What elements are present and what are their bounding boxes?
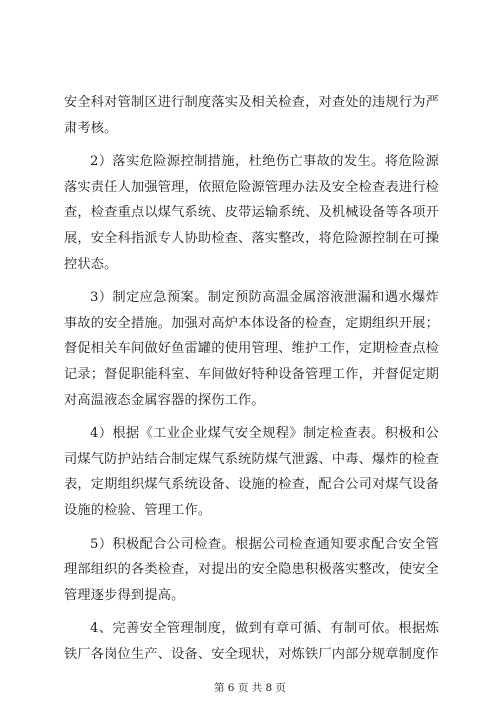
- paragraph-6: 4、完善安全管理制度，做到有章可循、有制可依。根据炼铁厂各岗位生产、设备、安全现状，对炼铁厂内部分规章制度作: [64, 621, 439, 662]
- page-number: 第 6 页 共 8 页: [213, 682, 287, 694]
- paragraph-3: 3）制定应急预案。制定预防高温金属溶液泄漏和遇水爆炸事故的安全措施。加强对高炉本体设备的检查，定期组织开展；督促相关车间做好鱼雷罐的使用管理、维护工作，定期检查点检记录；督促职能科室、车间做好特种设备管理工作，并督促定期对高温液态金属容器的探伤工作。: [64, 290, 439, 408]
- paragraph-1: 安全科对管制区进行制度落实及相关检查，对查处的违规行为严肃考核。: [64, 95, 439, 136]
- document-body: [64, 90, 439, 675]
- paragraph-4: 4）根据《工业企业煤气安全规程》制定检查表。积极和公司煤气防护站结合制定煤气系统防煤气泄露、中毒、爆炸的检查表，定期组织煤气系统设备、设施的检查，配合公司对煤气设备设施的检验、管理工作。: [64, 426, 439, 518]
- paragraph-2: 2）落实危险源控制措施，杜绝伤亡事故的发生。将危险源落实责任人加强管理，依照危险源管理办法及安全检查表进行检查，检查重点以煤气系统、皮带运输系统、及机械设备等各项开展，安全科指派专人协助检查、落实整改，将危险源控制在可操控状态。: [64, 154, 439, 272]
- paragraph-5: 5）积极配合公司检查。根据公司检查通知要求配合安全管理部组织的各类检查，对提出的安全隐患积极落实整改，使安全管理逐步得到提高。: [64, 536, 439, 603]
